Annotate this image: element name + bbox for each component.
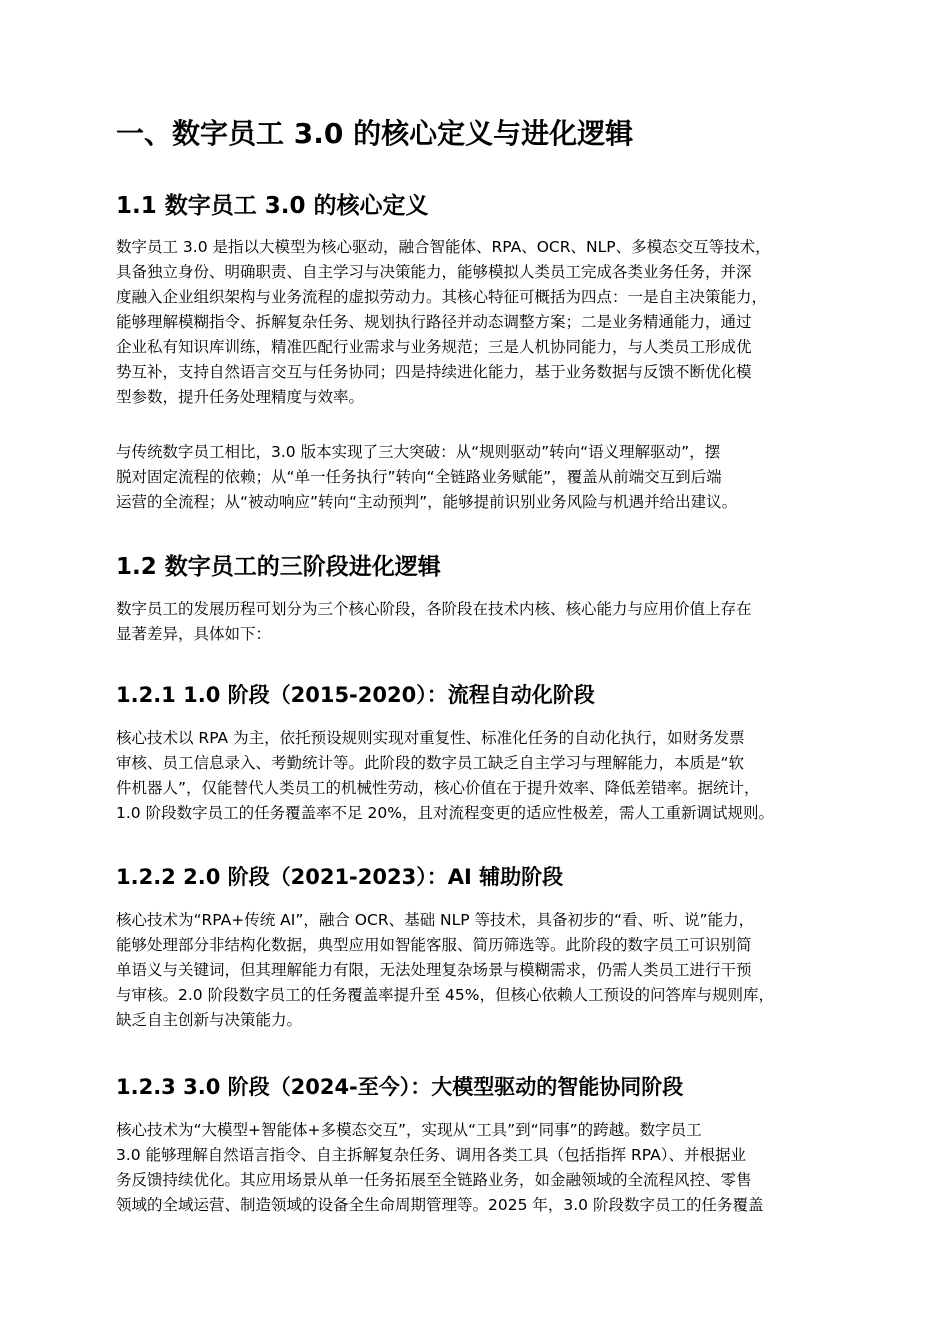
text-line: 与审核。2.0 阶段数字员工的任务覆盖率提升至 45%，但核心依赖人工预设的问答库与规则库， <box>116 986 774 1004</box>
page-title: 一、数字员工 3.0 的核心定义与进化逻辑 <box>116 117 634 150</box>
section-heading-1-2-2: 1.2.2 2.0 阶段（2021-2023）：AI 辅助阶段 <box>116 865 564 889</box>
text-line: 3.0 能够理解自然语言指令、自主拆解复杂任务、调用各类工具（包括指挥 RPA）、并根据业 <box>116 1146 746 1164</box>
text-line: 核心技术以 RPA 为主，依托预设规则实现对重复性、标准化任务的自动化执行，如财务发票 <box>116 729 745 747</box>
text-line: 1.0 阶段数字员工的任务覆盖率不足 20%，且对流程变更的适应性极差，需人工重新调试规则。 <box>116 804 774 822</box>
text-line: 核心技术为“大模型+智能体+多模态交互”，实现从“工具”到“同事”的跨越。数字员工 <box>116 1121 702 1139</box>
text-line: 件机器人”，仅能替代人类员工的机械性劳动，核心价值在于提升效率、降低差错率。据统计， <box>116 779 760 797</box>
text-line: 企业私有知识库训练，精准匹配行业需求与业务规范；三是人机协同能力，与人类员工形成优 <box>116 338 752 356</box>
text-line: 缺乏自主创新与决策能力。 <box>116 1011 303 1029</box>
paragraph-1-2-2 <box>116 908 851 1033</box>
section-heading-1-2-1: 1.2.1 1.0 阶段（2015-2020）：流程自动化阶段 <box>116 683 595 707</box>
text-line: 势互补，支持自然语言交互与任务协同；四是持续进化能力，基于业务数据与反馈不断优化模 <box>116 363 752 381</box>
text-line: 脱对固定流程的依赖；从“单一任务执行”转向“全链路业务赋能”，覆盖从前端交互到后端 <box>116 468 722 486</box>
text-line: 单语义与关键词，但其理解能力有限，无法处理复杂场景与模糊需求，仍需人类员工进行干预 <box>116 961 752 979</box>
text-line: 数字员工的发展历程可划分为三个核心阶段，各阶段在技术内核、核心能力与应用价值上存在 <box>116 600 752 618</box>
paragraph-1-1-a <box>116 235 851 410</box>
text-line: 与传统数字员工相比，3.0 版本实现了三大突破：从“规则驱动”转向“语义理解驱动”，摆 <box>116 443 721 461</box>
text-line: 能够理解模糊指令、拆解复杂任务、规划执行路径并动态调整方案；二是业务精通能力，通过 <box>116 313 752 331</box>
text-line: 务反馈持续优化。其应用场景从单一任务拓展至全链路业务，如金融领域的全流程风控、零售 <box>116 1171 752 1189</box>
text-line: 核心技术为“RPA+传统 AI”，融合 OCR、基础 NLP 等技术，具备初步的“看、听、说”能力， <box>116 911 755 929</box>
text-line: 度融入企业组织架构与业务流程的虚拟劳动力。其核心特征可概括为四点：一是自主决策能力， <box>116 288 768 306</box>
text-line: 数字员工 3.0 是指以大模型为核心驱动，融合智能体、RPA、OCR、NLP、多模态交互等技术， <box>116 238 771 256</box>
text-line: 具备独立身份、明确职责、自主学习与决策能力，能够模拟人类员工完成各类业务任务，并深 <box>116 263 752 281</box>
section-heading-1-2: 1.2 数字员工的三阶段进化逻辑 <box>116 554 441 580</box>
text-line: 显著差异，具体如下： <box>116 625 272 643</box>
text-line: 能够处理部分非结构化数据，典型应用如智能客服、简历筛选等。此阶段的数字员工可识别简 <box>116 936 752 954</box>
paragraph-1-2-intro <box>116 597 851 647</box>
text-line: 审核、员工信息录入、考勤统计等。此阶段的数字员工缺乏自主学习与理解能力，本质是“软 <box>116 754 745 772</box>
section-heading-1-2-3: 1.2.3 3.0 阶段（2024-至今）：大模型驱动的智能协同阶段 <box>116 1075 684 1099</box>
text-line: 领域的全域运营、制造领域的设备全生命周期管理等。2025 年，3.0 阶段数字员工的任务覆盖 <box>116 1196 764 1214</box>
text-line: 型参数，提升任务处理精度与效率。 <box>116 388 365 406</box>
paragraph-1-2-1 <box>116 726 851 826</box>
paragraph-1-2-3 <box>116 1118 851 1218</box>
text-line: 运营的全流程；从“被动响应”转向“主动预判”，能够提前识别业务风险与机遇并给出建议。 <box>116 493 738 511</box>
section-heading-1-1: 1.1 数字员工 3.0 的核心定义 <box>116 193 429 219</box>
paragraph-1-1-b <box>116 440 851 515</box>
